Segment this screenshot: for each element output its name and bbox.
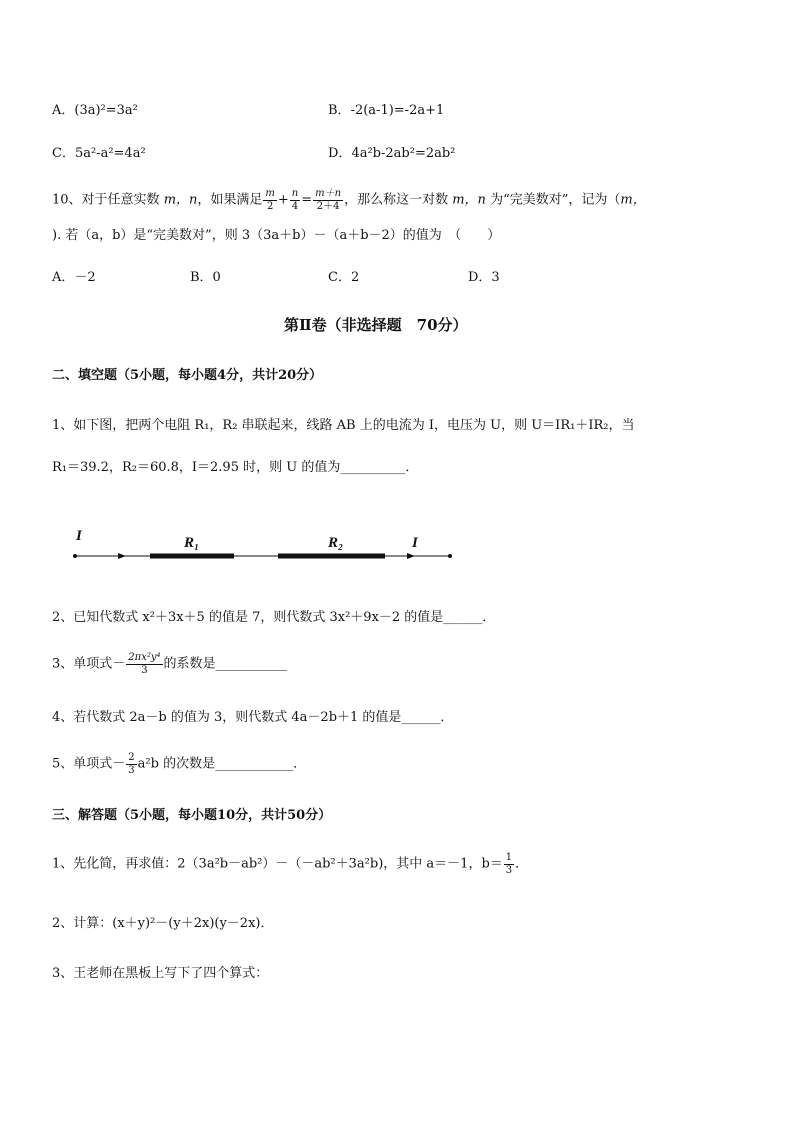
q9-option-d — [328, 146, 455, 162]
s3-q1-num: 1 — [505, 852, 513, 863]
q9-option-c-text: 5a²-a²=4a² — [74, 146, 146, 161]
q9-option-a — [52, 103, 138, 119]
s3-q3: 3、王老师在黑板上写下了四个算式： — [52, 966, 269, 981]
q10-vars-1: m，n — [163, 192, 198, 208]
q10-line1 — [52, 188, 646, 212]
series-circuit-diagram — [60, 520, 460, 570]
q10-text-1: 对于任意实数 — [81, 192, 164, 208]
q10-fraction-sum — [313, 188, 343, 212]
s3-q1 — [52, 852, 528, 876]
s3-q2: 2、计算：(x＋y)²－(y＋2x)(y－2x)． — [52, 916, 274, 931]
resistor-r1-icon — [150, 554, 234, 559]
q10-text-3: ，那么称这一对数 — [344, 192, 453, 208]
q10-fraction-m-over-2 — [263, 188, 276, 212]
q10-fraction-n-over-4 — [290, 188, 300, 212]
s2-q3-num: 2πx²y⁴ — [128, 652, 161, 663]
q10-equals: = — [301, 192, 313, 208]
s2-q3-suffix: 的系数是___________ — [163, 656, 288, 672]
node-b-icon — [448, 554, 452, 558]
s2-q5-suffix: a²b 的次数是____________． — [137, 756, 307, 772]
q10-frac1-num: m — [265, 188, 275, 199]
part2-title: 第Ⅱ卷（非选择题 70分） — [284, 316, 468, 334]
q9-option-b — [328, 103, 444, 119]
q10-frac3-num: m＋n — [315, 188, 342, 199]
q10-frac1-den: 2 — [266, 200, 274, 212]
s3-q1-text: 1、先化简，再求值：2（3a²b－ab²）－（－ab²＋3a²b)，其中 a＝－1，b＝ — [52, 856, 503, 872]
q10-frac2-den: 4 — [291, 200, 299, 212]
q9-option-c-label: C． — [52, 146, 75, 161]
q10-option-b: B．0 — [190, 270, 221, 285]
s2-q5-prefix: 5、单项式－ — [52, 756, 126, 772]
q10-frac2-num: n — [291, 188, 299, 199]
q9-option-d-label: D． — [328, 146, 352, 161]
q10-text-4: 为“完美数对”，记为（ — [485, 192, 621, 208]
s2-q3-prefix: 3、单项式－ — [52, 656, 126, 672]
current-arrow-right-icon — [407, 553, 415, 559]
q9-option-c — [52, 146, 146, 162]
section3-heading: 三、解答题（5小题，每小题10分，共计50分） — [52, 808, 332, 823]
q10-text-2: ，如果满足 — [197, 192, 263, 208]
q10-option-a: A．－2 — [52, 270, 96, 285]
q9-option-a-label: A． — [52, 103, 75, 118]
section2-heading: 二、填空题（5小题，每小题4分，共计20分） — [52, 368, 323, 383]
current-arrow-left-icon — [118, 553, 126, 559]
q9-option-a-text: (3a)²=3a² — [74, 103, 138, 118]
node-a-icon — [73, 554, 77, 558]
q10-vars-2: m，n — [452, 192, 486, 208]
label-r1: R₁ — [184, 535, 200, 551]
s2-q1-line1: 1、如下图，把两个电阻 R₁，R₂ 串联起来，线路 AB 上的电流为 I，电压为 U，则 U＝IR₁＋IR₂，当 — [52, 418, 635, 433]
q10-number: 10、 — [52, 192, 82, 208]
s2-q5-num: 2 — [128, 752, 135, 763]
label-r2: R₂ — [328, 535, 344, 551]
q9-option-b-label: B． — [328, 103, 351, 118]
q9-option-d-text: 4a²b-2ab²=2ab² — [351, 146, 456, 161]
s3-q1-fraction — [504, 852, 514, 876]
s2-q5-fraction — [126, 752, 136, 776]
q10-option-c: C．2 — [328, 270, 360, 285]
label-i-left: I — [76, 528, 82, 544]
q10-line2: ). 若（a，b）是“完美数对”，则 3（3a＋b）－（a＋b－2）的值为 （ ） — [52, 228, 501, 243]
q10-frac3-den: 2＋4 — [316, 200, 340, 212]
s3-q1-den: 3 — [505, 864, 513, 876]
q9-option-b-text: -2(a-1)=-2a+1 — [350, 103, 445, 118]
s2-q1-line2: R₁＝39.2，R₂＝60.8，I＝2.95 时，则 U 的值为__________． — [52, 460, 419, 475]
q10-var-m: m， — [620, 192, 646, 208]
s2-q3-den: 3 — [141, 664, 148, 676]
s2-q4: 4、若代数式 2a－b 的值为 3，则代数式 4a－2b＋1 的值是______． — [52, 710, 454, 725]
s2-q3-fraction — [126, 652, 162, 676]
s2-q5 — [52, 752, 306, 776]
label-i-right: I — [412, 535, 418, 551]
s2-q5-den: 3 — [128, 764, 135, 776]
s2-q2: 2、已知代数式 x²＋3x＋5 的值是 7，则代数式 3x²＋9x－2 的值是______． — [52, 610, 496, 625]
q10-option-d: D．3 — [468, 270, 500, 285]
s2-q3 — [52, 652, 287, 676]
s3-q1-end: ． — [515, 856, 529, 872]
q10-plus: + — [277, 192, 289, 208]
resistor-r2-icon — [278, 554, 385, 559]
